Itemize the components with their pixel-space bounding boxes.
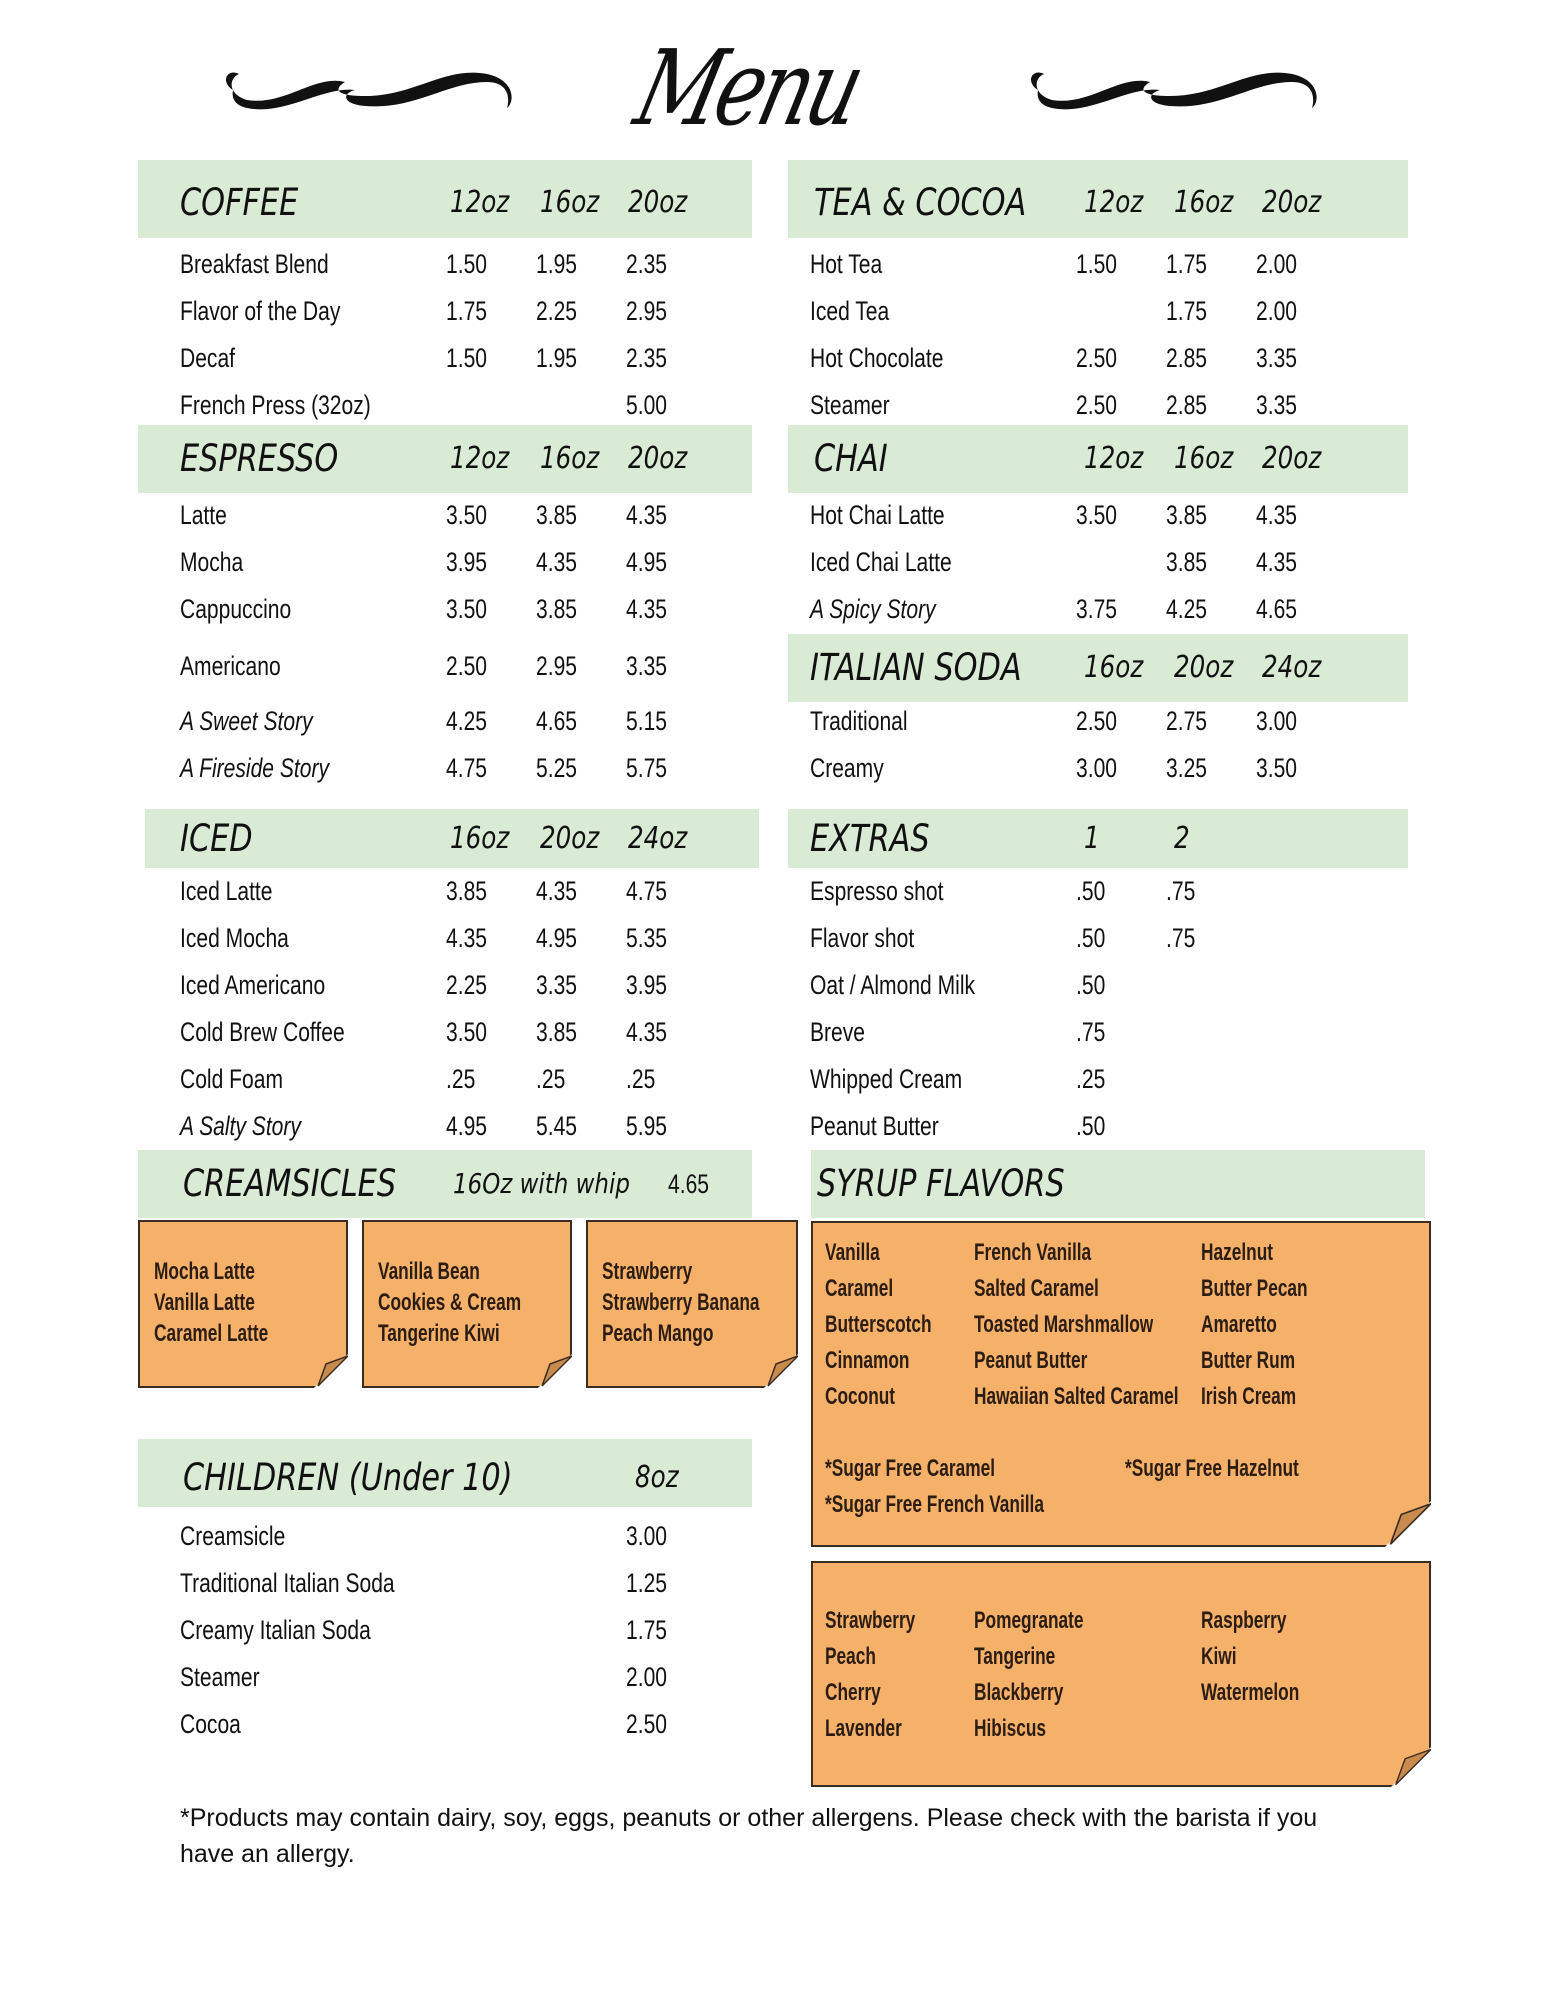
- section-title: ITALIAN SODA: [810, 646, 1022, 689]
- size-label: 12oz: [1084, 441, 1144, 476]
- page-curl-icon: [1391, 1747, 1431, 1787]
- section-title: CHAI: [814, 437, 888, 480]
- menu-title: Menu: [624, 27, 873, 149]
- right-flourish-ornament: [1020, 60, 1330, 120]
- size-label: 20oz: [628, 441, 688, 476]
- syrup-note-fruit: Strawberry Peach Cherry Lavender Pomegranate Tangerine Blackberry Hibiscus Raspberry Kiwi Watermelon: [811, 1561, 1431, 1787]
- section-header-chai: [788, 425, 1408, 493]
- section-title: CREAMSICLES: [183, 1162, 397, 1205]
- size-label: 16oz: [540, 441, 600, 476]
- section-title: SYRUP FLAVORS: [817, 1162, 1065, 1205]
- size-label: 20oz: [540, 821, 600, 856]
- size-label: 16oz: [1084, 650, 1144, 685]
- creamsicle-detail: 16Oz with whip: [453, 1167, 630, 1200]
- section-header-espresso: [138, 425, 752, 493]
- page-curl-icon: [538, 1354, 572, 1388]
- section-header-italian-soda: [788, 634, 1408, 702]
- size-label: 16oz: [540, 185, 600, 220]
- size-label: 20oz: [1174, 650, 1234, 685]
- size-label: 16oz: [1174, 441, 1234, 476]
- section-header-extras: [788, 809, 1408, 868]
- size-label: 20oz: [1262, 441, 1322, 476]
- section-header-creamsicles: [138, 1150, 752, 1218]
- size-label: 12oz: [450, 185, 510, 220]
- page-curl-icon: [764, 1354, 798, 1388]
- section-title: EXTRAS: [810, 817, 930, 860]
- size-label: 12oz: [450, 441, 510, 476]
- size-label: 12oz: [1084, 185, 1144, 220]
- section-title: ICED: [180, 817, 253, 860]
- size-label: 1: [1084, 821, 1100, 856]
- page-curl-icon: [1385, 1501, 1431, 1547]
- sugar-free-item: *Sugar Free French Vanilla: [825, 1491, 1044, 1518]
- section-title: CHILDREN (Under 10): [183, 1456, 513, 1499]
- size-label: 20oz: [1262, 185, 1322, 220]
- sugar-free-item: *Sugar Free Caramel: [825, 1455, 995, 1482]
- creamsicle-price: 4.65: [668, 1169, 709, 1199]
- section-title: ESPRESSO: [180, 437, 339, 480]
- syrup-note-classic: Vanilla Caramel Butterscotch Cinnamon Coconut French Vanilla Salted Caramel Toasted Marshmallow Peanut Butter Hawaiian Salted Caramel Hazelnut Butter Pecan Amaretto Butter Rum Irish Cream *Sugar Free Caramel *Sugar Free Hazelnut *Sugar Free French Vanilla: [811, 1221, 1431, 1547]
- section-header-tea-cocoa: [788, 160, 1408, 238]
- section-header-children: [138, 1439, 752, 1507]
- allergen-disclaimer: *Products may contain dairy, soy, eggs, peanuts or other allergens. Please check with the barista if you have an allergy.: [180, 1804, 1318, 1868]
- section-header-coffee: [138, 160, 752, 238]
- left-flourish-ornament: [215, 60, 525, 120]
- section-title: COFFEE: [180, 181, 299, 224]
- size-label: 2: [1174, 821, 1190, 856]
- size-label: 8oz: [635, 1460, 679, 1495]
- creamsicle-note-3: Strawberry Strawberry Banana Peach Mango: [586, 1220, 798, 1388]
- size-label: 24oz: [1262, 650, 1322, 685]
- sugar-free-item: *Sugar Free Hazelnut: [1125, 1455, 1299, 1482]
- size-label: 16oz: [450, 821, 510, 856]
- section-header-iced: [145, 809, 759, 868]
- size-label: 16oz: [1174, 185, 1234, 220]
- page-curl-icon: [314, 1354, 348, 1388]
- section-header-syrup-flavors: [811, 1150, 1425, 1218]
- creamsicle-note-1: Mocha Latte Vanilla Latte Caramel Latte: [138, 1220, 348, 1388]
- size-label: 24oz: [628, 821, 688, 856]
- size-label: 20oz: [628, 185, 688, 220]
- section-title: TEA & COCOA: [814, 181, 1027, 224]
- creamsicle-note-2: Vanilla Bean Cookies & Cream Tangerine Kiwi: [362, 1220, 572, 1388]
